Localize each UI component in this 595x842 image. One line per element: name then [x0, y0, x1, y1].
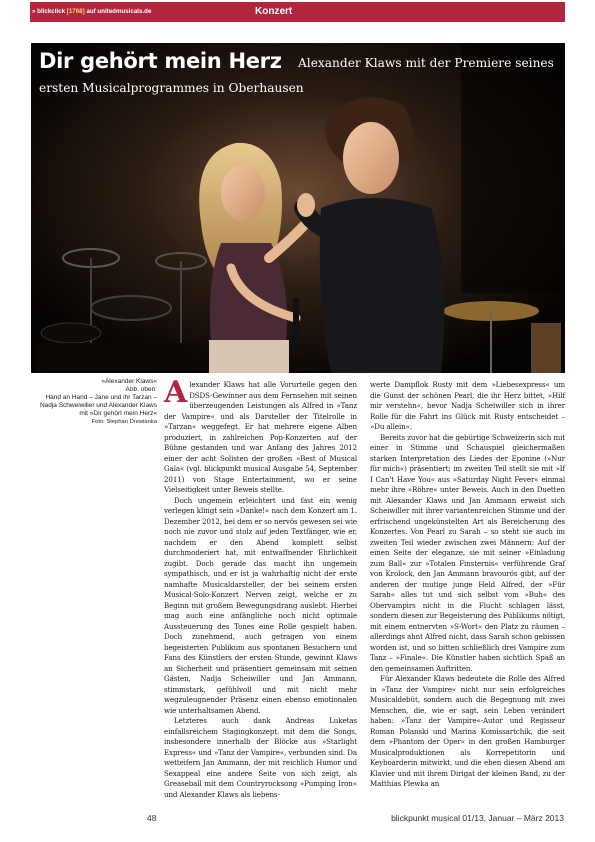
photo-credit: Foto: Stephan Drewianka [91, 419, 157, 425]
magazine-issue: blickpunkt musical 01/13, Januar – März 2013 [391, 813, 564, 823]
header-bar [30, 2, 565, 22]
paragraph: Doch ungemein erleichtert und fast ein wenig verlegen klingt sein »Danke!« nach dem Konzert am 1. Dezember 2012, bei dem er so nervös gewesen sei wie noch nie zuvor und stolz auf jeden Textfänger, wie er, nachdem er den Abend komplett selbst durchmoderiert hat, mit entwaffnender Ehrlichkeit zugibt. Doch gerade das macht ihn ungemein sympathisch, und er ist ja wahrhaftig nicht der erste namhafte Musicaldarsteller, der bei seinem ersten Musical-Solo-Konzert Nerven zeigt, welche er zu Beginn mit großem Bewegungsdrang auslebt. Hierbei mag auch eine anfängliche noch nicht optimale Aussteuerung des Tones eine Rolle gespielt haben. Doch zunehmend, auch getragen von einem begeisterten Publikum aus spontanen Besuchern und Fans des Künstlers der ersten Stunde, gewinnt Klaws an Sicherheit und präsentiert gemeinsam mit seinen Gästen, Nadja Scheiwiller und Jan Ammann, stimmstark, gefühlvoll und mit nicht mehr wegzuleugnender Präsenz einen ebenso emotionalen wie unterhaltsamen Abend. [164, 495, 357, 715]
hero-photo [31, 43, 565, 373]
article-column-2 [370, 380, 565, 790]
photo-caption [30, 378, 157, 426]
caption-line5: mit »Dir gehört mein Herz« [79, 410, 157, 417]
paragraph: werte Dampflok Rusty mit dem »Liebesexpress« um die Gunst der schönen Pearl, die ihr Herz bittet, »Hilf mir verstehn«, bevor Nadja Scheiwiller sich in ihrer Rolle für die Fahrt ins Glück mit Rusty entscheidet – »Du allein«. [370, 380, 565, 431]
caption-line2: Abb. oben: [125, 386, 157, 393]
section-label: Konzert [255, 6, 293, 17]
paragraph: Letzteres auch dank Andreas Luketas einfallsreichem Stagingkonzept, mit dem die Songs, insbesondere innerhalb der Blöcke aus »Starlight Express« und »Tanz der Vampire«, verbunden sind. Da wetteifern Jan Ammann, der mit reichlich Humor und Sexappeal eine andere Seite von sich zeigt, als Greaseball mit dem Countryrocksong »Pumping Iron« und Alexander Klaws als liebens- [164, 716, 357, 799]
article-subtitle-line1: Alexander Klaws mit der Premiere seines [298, 56, 554, 70]
caption-line4: Nadja Schweiwiller und Alexander Klaws [39, 402, 157, 409]
article-subtitle-line2: ersten Musicalprogrammes in Oberhausen [39, 81, 304, 95]
blickclick-prefix: » blickclick [32, 8, 66, 15]
paragraph: Bereits zuvor hat die gebürtige Schweizerin sich mit einer in Stimme und Schauspiel gleichermaßen starken Interpretation des Liedes der Eponine (»Nur für mich«) präsentiert; im zweiten Teil stellt sie mit »If I Can't Have You« aus »Saturday Night Fever« einmal mehr ihre »Röhre« unter Beweis. Auch in den Duetten mit Alexander Klaws und Jan Ammann erweist sich Scheiwiller mit ihrer variantenreichen Stimme und der erfrischend ungekünstelten Art als Bereicherung des Konzertes. Von Pearl zu Sarah – so steht sie auch im zweiten Teil wieder zwischen zwei Männern: Auf der einen Seite der eleganze, sie mit seiner »Einladung zum Ball« zur »Totalen Finsternis« verführende Graf von Krolock, den Jan Ammann bravourös gibt, auf der anderen der mutige junge Held Alfred, der »Für Sarah« alles tut und sich selbst vom »Buh« des Obervampirs nicht in die Flucht schlagen lässt, sondern diesen zur Begeisterung des Publikums nötigt, mit einem entnervten »S-Wort« den Platz zu räumen – allerdings ahnt Alfred nicht, dass Sarah schon gebissen worden ist, und so bitten schließlich drei Vampire zum Tanz – »Finale«. Die Künstler haben sichtlich Spaß an den gemeinsamen Auftritten. [370, 432, 565, 673]
drop-cap: A [164, 375, 188, 410]
article-column-1 [164, 375, 357, 800]
page-number: 48 [147, 813, 157, 823]
blickclick-link[interactable] [30, 2, 151, 22]
caption-line3: Hand an Hand – Jane und ihr Tarzan – [45, 394, 157, 401]
blickclick-text: auf unitedmusicals.de [86, 8, 152, 15]
caption-line1: »Alexander Klaws« [101, 378, 157, 385]
blickclick-count: [1768] [66, 8, 85, 15]
paragraph: Alexander Klaws hat alle Vorurteile gegen den DSDS-Gewinner aus dem Fernsehen mit seinen überzeugenden Leistungen als Alfred in »Tanz der Vampire« und als Darsteller der Titelrolle in »Tarzan« weggefegt. Er hat mehrere eigene Alben produziert, in zahlreichen Pop-Konzerten auf der Bühne gestanden und war Anfang des Jahres 2012 einer der acht Solisten der großen »Best of Musical Gala« (vgl. blickpunkt musical Ausgabe 54, September 2011) von Stage Entertainment, wo er seine Vielseitigkeit unter Beweis stellte. [164, 375, 357, 494]
article-title: Dir gehört mein Herz [39, 49, 282, 73]
paragraph: Für Alexander Klaws bedeutete die Rolle des Alfred in »Tanz der Vampire« nicht nur sein erfolgreiches Musicaldebüt, sondern auch die Begegnung mit zwei Menschen, die, wie er sagt, sein Leben verändert haben: »Tanz der Vampire«-Autor und Regisseur Roman Polanski und Marina Komissartchik, die seit dem »Phantom der Oper« in den großen Hamburger Musicalproduktionen als Korrepetitorin und Keyboarderin mitwirkt, und die eben diesen Abend am Klavier und mit ihrem Dirigat der kleinen Band, zu der Matthias Plewka an [370, 674, 565, 788]
